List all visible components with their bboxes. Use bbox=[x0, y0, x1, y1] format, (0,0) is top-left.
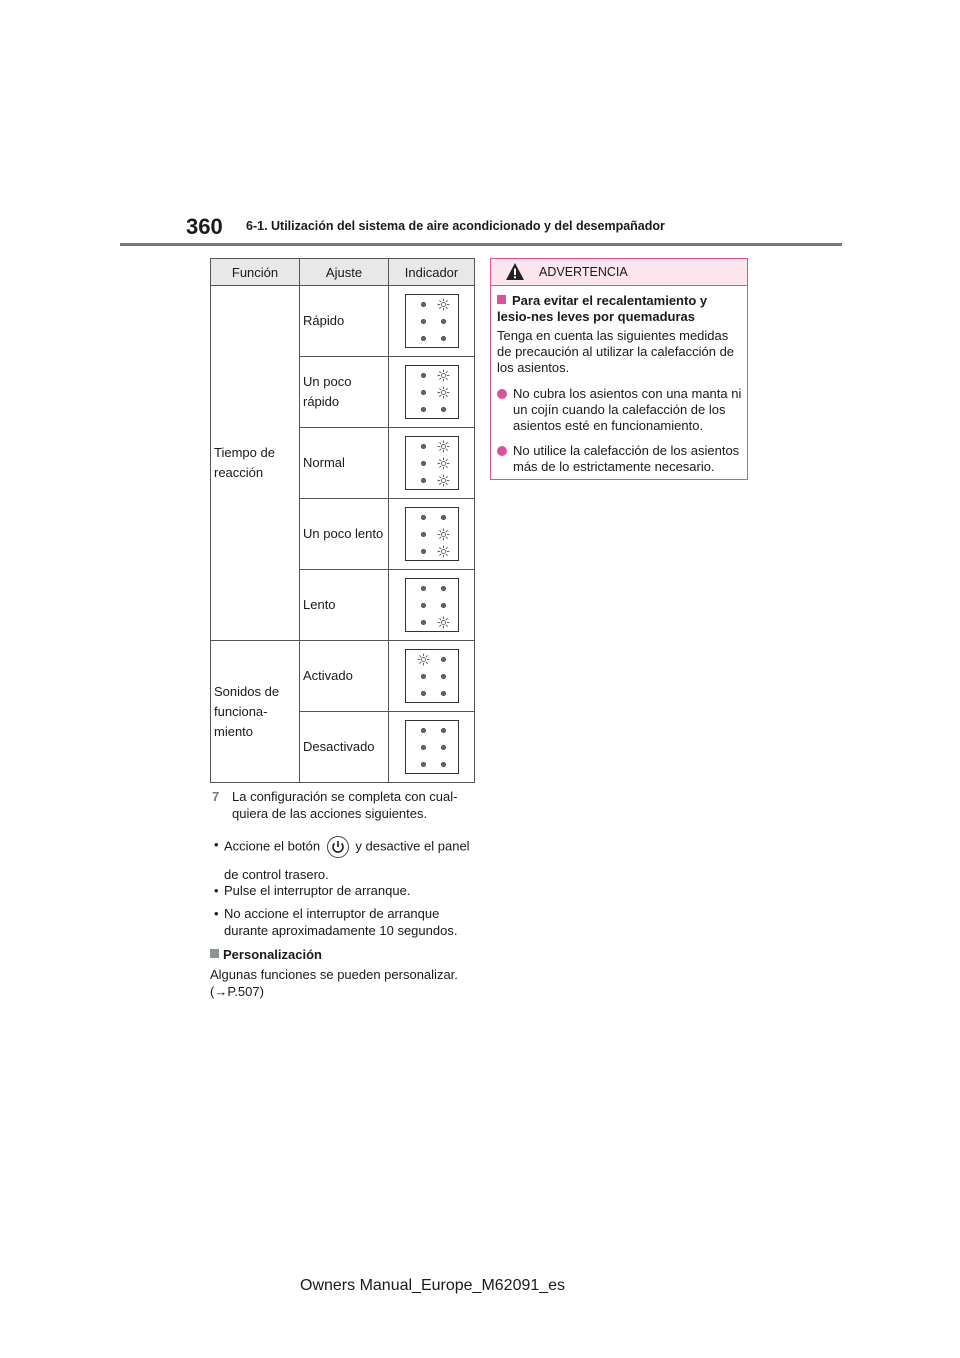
table-header-row bbox=[211, 259, 475, 286]
header-funcion: Función bbox=[211, 259, 300, 286]
indicator-panel bbox=[405, 578, 459, 632]
bullet-dot: • bbox=[214, 906, 219, 921]
adjust-label: Desactivado bbox=[303, 739, 375, 754]
warning-box bbox=[490, 258, 748, 480]
function-label: reacción bbox=[214, 465, 264, 480]
led-off-icon bbox=[417, 332, 430, 345]
warning-item-2-text: No utilice la calefacción de los asientos más de lo estrictamente necesario. bbox=[513, 443, 740, 474]
led-off-icon bbox=[417, 724, 430, 737]
footer-text: Owners Manual_Europe_M62091_es bbox=[300, 1277, 566, 1294]
function-cell bbox=[211, 286, 300, 641]
led-lit-icon bbox=[437, 369, 450, 382]
led-off-icon bbox=[437, 687, 450, 700]
warning-triangle-icon bbox=[505, 262, 525, 282]
led-off-icon bbox=[417, 687, 430, 700]
table-row bbox=[211, 641, 475, 712]
header-ajuste: Ajuste bbox=[300, 259, 389, 286]
led-off-icon bbox=[417, 511, 430, 524]
led-off-icon bbox=[417, 386, 430, 399]
warning-intro: Tenga en cuenta las siguientes medidas de precaución al utilizar la calefacción de los asientos. bbox=[497, 328, 735, 375]
adjust-cell bbox=[300, 428, 389, 499]
bullet-2-text: Pulse el interruptor de arranque. bbox=[224, 883, 411, 898]
led-off-icon bbox=[437, 332, 450, 345]
led-off-icon bbox=[417, 582, 430, 595]
power-icon bbox=[327, 836, 349, 858]
led-off-icon bbox=[417, 758, 430, 771]
led-off-icon bbox=[437, 758, 450, 771]
function-label: Sonidos de bbox=[214, 683, 280, 699]
warning-bullet-icon bbox=[497, 446, 507, 456]
led-off-icon bbox=[437, 741, 450, 754]
bullet-3-text: No accione el interruptor de arranque durante aproximadamente 10 segundos. bbox=[224, 906, 458, 938]
led-lit-icon bbox=[437, 457, 450, 470]
led-off-icon bbox=[417, 457, 430, 470]
adjust-label: Normal bbox=[303, 455, 345, 470]
led-off-icon bbox=[417, 474, 430, 487]
led-off-icon bbox=[417, 298, 430, 311]
led-lit-icon bbox=[437, 616, 450, 629]
indicator-panel bbox=[405, 365, 459, 419]
settings-table bbox=[210, 258, 475, 783]
bullet-item-2 bbox=[212, 882, 472, 899]
led-lit-icon bbox=[437, 440, 450, 453]
function-cell bbox=[211, 641, 300, 783]
adjust-cell bbox=[300, 499, 389, 570]
function-label: funciona- bbox=[214, 703, 268, 719]
indicator-panel bbox=[405, 294, 459, 348]
page-reference-link[interactable]: (→P.507) bbox=[210, 984, 264, 999]
header-rule bbox=[120, 243, 842, 246]
step-number: 7 bbox=[212, 789, 220, 804]
header-indicador: Indicador bbox=[389, 259, 475, 286]
customization-heading bbox=[210, 947, 322, 962]
indicator-cell bbox=[389, 428, 475, 499]
led-lit-icon bbox=[437, 474, 450, 487]
led-off-icon bbox=[417, 741, 430, 754]
indicator-cell bbox=[389, 499, 475, 570]
indicator-panel bbox=[405, 649, 459, 703]
indicator-panel bbox=[405, 436, 459, 490]
adjust-label: Lento bbox=[303, 597, 336, 612]
customization-title: Personalización bbox=[223, 947, 322, 962]
warning-heading-text: Para evitar el recalentamiento y lesio-nes leves por quemaduras bbox=[497, 293, 708, 324]
led-off-icon bbox=[417, 616, 430, 629]
led-lit-icon bbox=[417, 653, 430, 666]
led-lit-icon bbox=[437, 528, 450, 541]
indicator-cell bbox=[389, 570, 475, 641]
warning-header bbox=[491, 259, 747, 286]
led-off-icon bbox=[437, 582, 450, 595]
led-off-icon bbox=[437, 511, 450, 524]
section-title: 6-1. Utilización del sistema de aire acondicionado y del desempañador bbox=[246, 219, 665, 233]
led-off-icon bbox=[417, 315, 430, 328]
warning-item-2 bbox=[497, 443, 743, 475]
led-lit-icon bbox=[437, 298, 450, 311]
led-off-icon bbox=[417, 528, 430, 541]
customization-text: Algunas funciones se pueden personalizar. bbox=[210, 967, 458, 982]
adjust-cell bbox=[300, 286, 389, 357]
bullet-dot: • bbox=[214, 837, 219, 852]
led-lit-icon bbox=[437, 386, 450, 399]
indicator-cell bbox=[389, 641, 475, 712]
warning-square-icon bbox=[497, 295, 506, 304]
step-text: La configuración se completa con cual-quiera de las acciones siguientes. bbox=[232, 789, 458, 821]
function-label: Tiempo de bbox=[214, 445, 275, 460]
function-label: miento bbox=[214, 723, 254, 739]
led-lit-icon bbox=[437, 545, 450, 558]
bullet-dot: • bbox=[214, 883, 219, 898]
led-off-icon bbox=[437, 315, 450, 328]
page-number: 360 bbox=[186, 214, 223, 239]
led-off-icon bbox=[437, 653, 450, 666]
led-off-icon bbox=[417, 545, 430, 558]
square-bullet-icon bbox=[210, 949, 219, 958]
bullet-item-1 bbox=[212, 836, 472, 883]
adjust-label: rápido bbox=[303, 394, 340, 409]
adjust-label: Un poco bbox=[303, 374, 352, 389]
bullet-1-text-before: Accione el botón bbox=[224, 838, 321, 854]
warning-heading bbox=[497, 293, 743, 325]
step-7 bbox=[212, 788, 472, 822]
indicator-cell bbox=[389, 357, 475, 428]
warning-label: ADVERTENCIA bbox=[539, 265, 628, 279]
customization-body bbox=[210, 966, 470, 1000]
led-off-icon bbox=[437, 599, 450, 612]
indicator-panel bbox=[405, 507, 459, 561]
led-off-icon bbox=[417, 440, 430, 453]
adjust-cell bbox=[300, 641, 389, 712]
led-off-icon bbox=[437, 670, 450, 683]
led-off-icon bbox=[417, 599, 430, 612]
indicator-panel bbox=[405, 720, 459, 774]
adjust-cell bbox=[300, 570, 389, 641]
warning-item-1-text: No cubra los asientos con una manta ni un cojín cuando la calefacción de los asientos esté en funcionamiento. bbox=[513, 386, 742, 433]
bullet-1-text-line2: de control trasero. bbox=[224, 867, 329, 882]
led-off-icon bbox=[437, 403, 450, 416]
warning-bullet-icon bbox=[497, 389, 507, 399]
adjust-cell bbox=[300, 712, 389, 783]
led-off-icon bbox=[417, 369, 430, 382]
adjust-label: Un poco lento bbox=[303, 526, 384, 541]
led-off-icon bbox=[417, 670, 430, 683]
bullet-1-text-after: y desactive el panel bbox=[355, 838, 470, 854]
warning-item-1 bbox=[497, 386, 743, 434]
bullet-item-3 bbox=[212, 905, 472, 939]
table-row bbox=[211, 286, 475, 357]
led-off-icon bbox=[437, 724, 450, 737]
adjust-label: Rápido bbox=[303, 313, 345, 328]
indicator-cell bbox=[389, 286, 475, 357]
led-off-icon bbox=[417, 403, 430, 416]
adjust-cell bbox=[300, 357, 389, 428]
indicator-cell bbox=[389, 712, 475, 783]
adjust-label: Activado bbox=[303, 668, 353, 683]
